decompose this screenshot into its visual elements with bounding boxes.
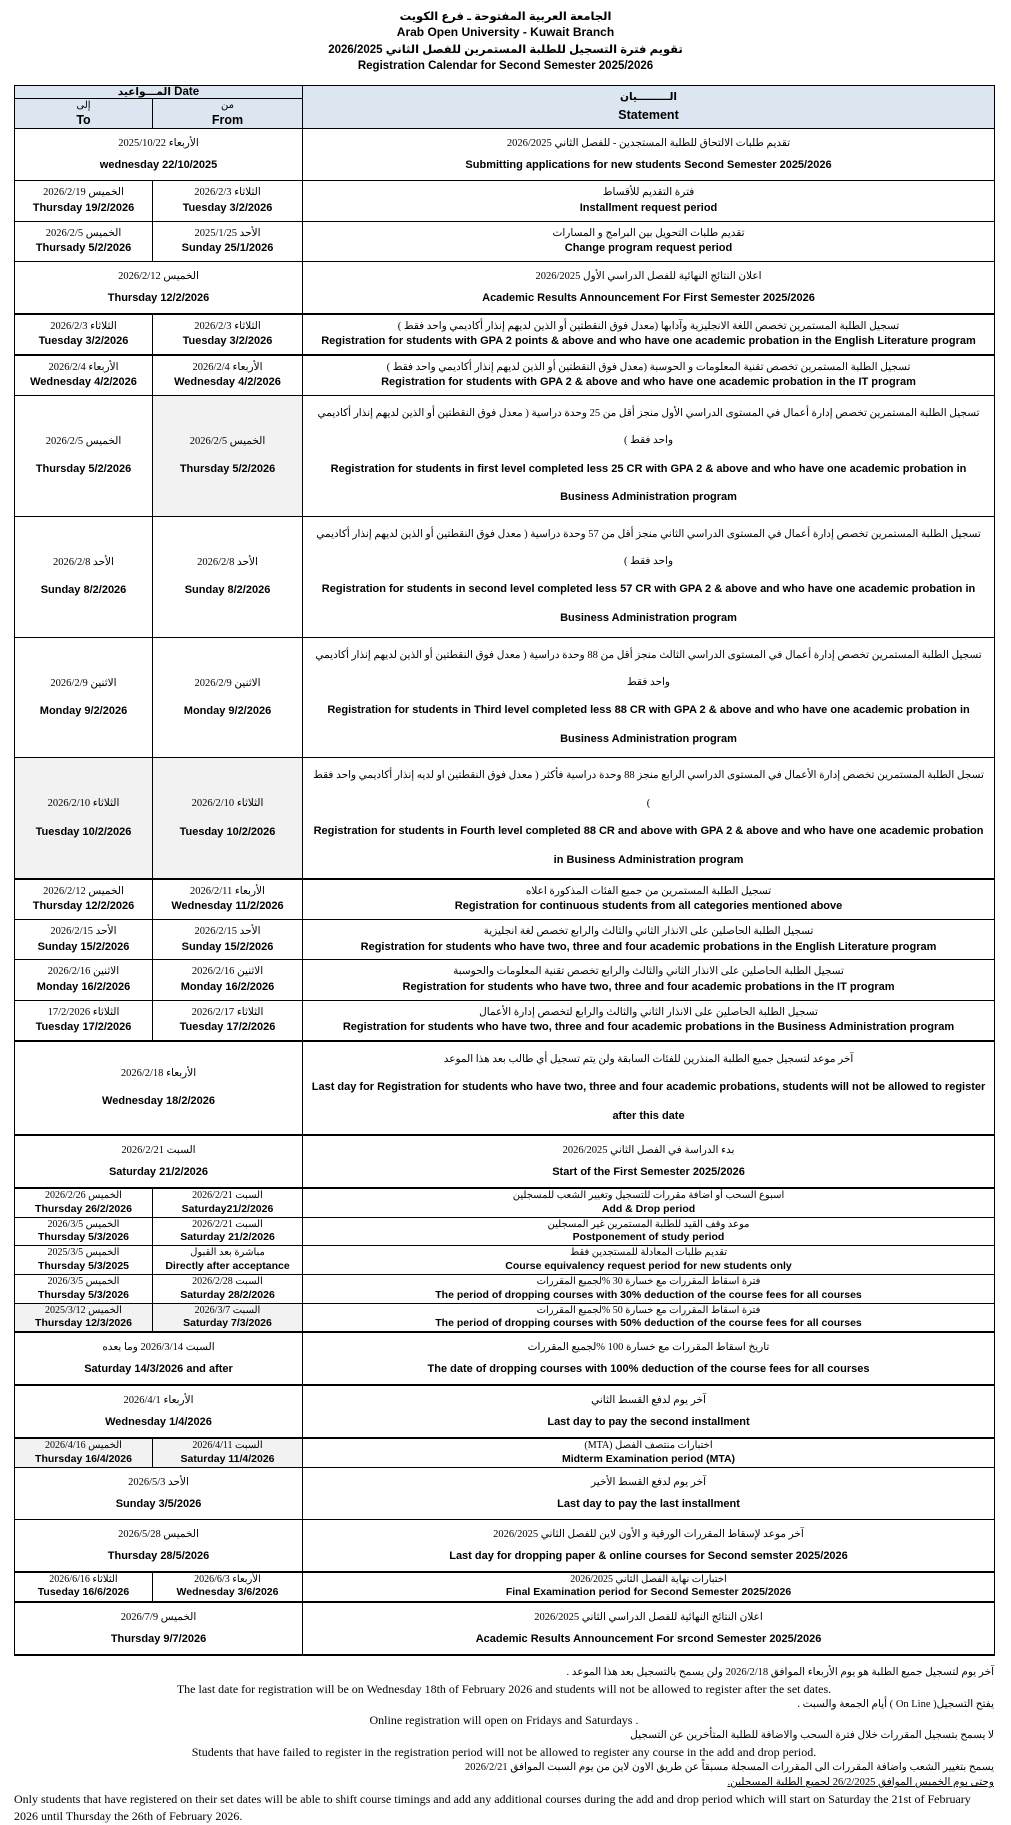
date-to-arabic: الخميس 2026/2/26 [45,1190,122,1202]
registration-calendar-table [14,85,995,1655]
date-from-arabic: الثلاثاء 2026/2/3 [194,187,261,199]
note-arabic-cont: وحتى يوم الخميس الموافق 26/2/2025 لجميع الطلبة المسجلين. [727,1777,994,1789]
date-from-arabic: الاثنين 2026/2/16 [191,966,264,978]
note-english: Students that have failed to register in the registration period will not be allowed to register any course in the add and drop period. [191,1745,817,1760]
statement-arabic: تسجيل الطلبة الحاصلين على الانذار الثاني والثالث والرابع تخصص لغة انجليزية [483,926,814,938]
date-to-english: Thursday 9/7/2026 [110,1632,207,1645]
cell-statement [303,1572,995,1602]
table-row [15,1602,995,1655]
statement-english: Start of the First Semester 2025/2026 [552,1166,745,1179]
date-to-english: Wednesday 4/2/2026 [30,376,137,389]
date-from-english: Saturday21/2/2026 [181,1202,274,1215]
cell-date-from [153,1246,303,1275]
note-english: The last date for registration will be on Wednesday 18th of February 2026 and students will not be allowed to register after the set dates. [176,1681,832,1696]
date-to-arabic: الأحد 2026/5/3 [128,1476,189,1488]
statement-arabic: تسجيل الطلبة المستمرين تخصص إدارة أعمال في المستوى الدراسي الثاني منجز أقل من 57 وحدة دراسية ( معدل فوق النقطتين أو الذين لديهم إنذار أكاديمي واحد فقط ) [316,528,981,568]
cell-date-from [153,1188,303,1217]
table-row [15,1246,995,1275]
date-to-english: Monday 9/2/2026 [39,704,128,717]
date-to-english: Thursday 12/3/2026 [35,1317,132,1330]
date-from-arabic: الأربعاء 2026/2/4 [192,361,263,373]
cell-date-to [15,1303,153,1332]
statement-arabic: اعلان النتائج النهائية للفصل الدراسي الأول 2026/2025 [535,270,762,282]
cell-date-to [15,1602,303,1655]
table-row [15,1041,995,1135]
date-from-arabic: الثلاثاء 2026/2/10 [191,798,264,810]
statement-arabic: اختبارات نهاية الفصل الثاني 2026/2025 [570,1573,727,1585]
date-to-arabic: الأربعاء 2026/2/18 [120,1068,197,1080]
date-to-english: Thursday 12/2/2026 [107,291,210,304]
cell-date-to [15,1438,153,1467]
cell-date-from [153,758,303,879]
statement-english: Registration for students with GPA 2 points & above and who have one academic probation in the English Literature program [321,334,976,347]
cell-statement [303,1275,995,1304]
cell-statement [303,1467,995,1519]
date-to-arabic: السبت 2026/3/14 وما بعده [102,1342,215,1354]
date-from-english: Sunday 15/2/2026 [181,940,274,953]
date-to-arabic: الخميس 2026/2/12 [118,270,199,282]
date-to-english: Thursday 5/3/2026 [37,1231,130,1244]
statement-english: Last day for Registration for students who have two, three and four academic probations, students will not be allowed to register after this date [311,1081,986,1122]
cell-date-from [153,1000,303,1041]
date-to-english: Thursday 12/2/2026 [32,900,135,913]
date-to-arabic: الثلاثاء 2026/2/10 [47,798,120,810]
cell-date-from [153,637,303,758]
cell-date-to [15,920,153,960]
date-to-arabic: الخميس 2026/5/28 [118,1528,199,1540]
date-to-english: Thursday 5/3/2026 [37,1288,130,1301]
cell-statement [303,637,995,758]
cell-statement [303,879,995,920]
cell-statement [303,516,995,637]
cell-date-to [15,1217,153,1246]
table-row [15,1135,995,1188]
date-to-english: Tuesday 10/2/2026 [35,825,132,838]
cell-date-to [15,960,153,1000]
table-row [15,1519,995,1572]
date-to-arabic: الخميس 2026/2/5 [45,227,122,239]
statement-arabic: اسبوع السحب أو اضافة مقررات للتسجيل وتغيير الشعب للمسجلين [512,1190,785,1202]
cell-date-from [153,1275,303,1304]
column-header-date [15,86,303,99]
date-from-arabic: السبت 2026/2/21 [192,1218,263,1230]
table-row [15,396,995,517]
from-header-english: From [211,113,244,128]
cell-date-from [153,516,303,637]
table-row [15,637,995,758]
university-name-english: Arab Open University - Kuwait Branch [396,25,615,40]
date-from-english: Tuesday 10/2/2026 [179,825,276,838]
date-to-english: Tuesday 17/2/2026 [35,1020,132,1033]
statement-arabic: اختبارات منتصف الفصل (MTA) [584,1440,713,1452]
date-to-arabic: الخميس 2026/7/9 [120,1611,197,1623]
date-to-arabic: الأربعاء 2026/2/4 [48,361,119,373]
cell-statement [303,1217,995,1246]
table-row [15,879,995,920]
date-from-english: Tuesday 3/2/2026 [182,201,273,214]
table-row [15,261,995,314]
cell-statement [303,1519,995,1572]
table-row [15,1572,995,1602]
statement-arabic: آخر موعد لإسقاط المقررات الورقية و الأون لاين للفصل الثاني 2026/2025 [493,1528,804,1540]
statement-arabic: آخر يوم لدفع القسط الثاني [591,1395,706,1407]
table-row [15,129,995,181]
table-row [15,314,995,355]
table-row [15,1467,995,1519]
date-from-arabic: الاثنين 2026/2/9 [194,677,261,689]
statement-arabic: فترة اسقاط المقررات مع خسارة 50 %لجميع المقررات [536,1304,761,1316]
statement-english: Midterm Examination period (MTA) [561,1452,736,1465]
cell-date-to [15,879,153,920]
cell-date-to [15,181,153,221]
table-row [15,758,995,879]
statement-english: Registration for students in Third level completed less 88 CR with GPA 2 & above and who have one academic probation in Business Administration program [327,704,970,745]
footer-notes [14,1666,994,1825]
cell-date-from [153,879,303,920]
cell-date-to [15,1467,303,1519]
table-row [15,1385,995,1438]
table-row [15,1217,995,1246]
statement-header-english: Statement [618,107,679,122]
date-from-arabic: الأحد 2026/2/15 [194,926,261,938]
date-from-arabic: الأربعاء 2026/2/11 [190,886,265,898]
date-from-arabic: الخميس 2026/2/5 [189,435,266,447]
cell-statement [303,1385,995,1438]
statement-english: Registration for continuous students from all categories mentioned above [454,900,843,913]
cell-statement [303,221,995,261]
date-to-english: Thursday 19/2/2026 [32,201,135,214]
date-to-english: Saturday 14/3/2026 and after [84,1363,233,1376]
statement-arabic: فترة اسقاط المقررات مع خسارة 30 %لجميع المقررات [536,1276,761,1288]
calendar-subtitle-english: Registration Calendar for Second Semester 2025/2026 [357,59,654,72]
cell-statement [303,1188,995,1217]
date-to-arabic: الثلاثاء 17/2/2026 [47,1006,120,1018]
date-from-english: Saturday 21/2/2026 [180,1231,275,1244]
date-from-english: Saturday 7/3/2026 [183,1317,272,1330]
date-to-arabic: الثلاثاء 2026/6/16 [49,1573,118,1585]
statement-english: Academic Results Announcement For srcond Semester 2025/2026 [475,1632,822,1645]
table-row [15,1332,995,1385]
cell-date-to [15,1188,153,1217]
date-to-english: Tuseday 16/6/2026 [37,1586,130,1599]
cell-statement [303,129,995,181]
cell-date-from [153,181,303,221]
column-header-to [15,99,153,129]
date-to-arabic: الخميس 2025/3/5 [47,1247,120,1259]
cell-statement [303,1246,995,1275]
cell-statement [303,1135,995,1188]
date-from-arabic: الأحد 2025/1/25 [194,227,261,239]
cell-date-from [153,314,303,355]
date-from-arabic: الثلاثاء 2026/2/3 [194,320,261,332]
statement-arabic: تسجل الطلبة المستمرين تخصص إدارة الأعمال في المستوى الدراسي الرابع منجز 88 وحدة دراسية فأكثر ( معدل فوق النقطتين او لديه إنذار أكاديمي واحد فقط ) [313,770,984,809]
statement-english: Installment request period [579,201,718,214]
cell-date-from [153,355,303,396]
statement-english: Registration for students in second level completed less 57 CR with GPA 2 & above and who have one academic probation in Business Administration program [321,583,976,624]
cell-statement [303,758,995,879]
column-header-statement [303,86,995,129]
note-arabic: يسمح بتغيير الشعب واضافة المقررات الى المقررات المسجلة مسبقاً عن طريق الاون لاين من يوم السبت الموافق 2026/2/21 [465,1762,994,1774]
date-from-english: Monday 16/2/2026 [180,980,275,993]
date-to-arabic: الخميس 2026/2/12 [43,886,124,898]
date-to-english: Sunday 15/2/2026 [37,940,130,953]
cell-date-to [15,261,303,314]
statement-arabic: تسجيل الطلبة المستمرين تخصص إدارة أعمال في المستوى الدراسي الأول منجز أقل من 25 وحدة دراسية ( معدل فوق النقطتين أو الذين لديهم إنذار أكاديمي واحد فقط ) [317,408,980,447]
date-from-arabic: السبت 2026/2/21 [192,1190,263,1202]
cell-date-from [153,1303,303,1332]
table-row [15,920,995,960]
to-header-english: To [76,113,91,128]
cell-date-to [15,396,153,517]
date-from-arabic: السبت 2026/2/28 [192,1276,263,1288]
cell-date-from [153,396,303,517]
date-from-english: Sunday 25/1/2026 [181,241,274,254]
date-from-arabic: الثلاثاء 2026/2/17 [191,1006,264,1018]
date-to-english: Thursday 5/3/2025 [37,1259,130,1272]
cell-statement [303,181,995,221]
statement-arabic: تقديم طلبات المعادلة للمستجدين فقط [569,1247,728,1259]
date-to-english: Thursday 16/4/2026 [35,1452,132,1465]
table-row [15,355,995,396]
date-to-arabic: الاثنين 2026/2/9 [50,677,117,689]
table-row [15,1275,995,1304]
date-from-english: Monday 9/2/2026 [183,704,272,717]
cell-date-to [15,1275,153,1304]
cell-date-to [15,1000,153,1041]
to-header-arabic: إلى [76,100,91,112]
table-header [15,86,995,129]
statement-arabic: تسجيل الطلبة الحاصلين على الانذار الثاني والثالث والرابع لتخصص إدارة الأعمال [479,1006,818,1018]
date-from-arabic: مباشرة بعد القبول [190,1247,265,1259]
date-to-arabic: الأربعاء 2026/4/1 [123,1395,194,1407]
date-to-english: Sunday 3/5/2026 [115,1497,202,1510]
statement-english: Registration for students who have two, three and four academic probations in the English Literature program [360,940,937,953]
cell-statement [303,920,995,960]
date-to-english: Thursday 26/2/2026 [35,1202,132,1215]
date-to-english: wednesday 22/10/2025 [99,159,218,172]
statement-english: The period of dropping courses with 50% deduction of the course fees for all courses [435,1317,862,1330]
cell-date-from [153,1217,303,1246]
statement-english: Course equivalency request period for new students only [505,1259,792,1272]
date-to-arabic: السبت 2026/2/21 [121,1145,196,1157]
cell-date-to [15,355,153,396]
table-row [15,221,995,261]
calendar-subtitle-arabic: تقويم فترة التسجيل للطلبة المستمرين للفصل الثاني 2026/2025 [328,44,683,57]
date-to-english: Monday 16/2/2026 [36,980,131,993]
from-header-arabic: من [221,100,234,112]
cell-statement [303,1303,995,1332]
date-from-arabic: السبت 2026/4/11 [192,1440,263,1452]
date-to-arabic: الأحد 2026/2/15 [50,926,117,938]
date-to-arabic: الخميس 2026/3/5 [47,1218,120,1230]
statement-arabic: اعلان النتائج النهائية للفصل الدراسي الثاني 2026/2025 [534,1611,763,1623]
cell-statement [303,396,995,517]
statement-english: Registration for students who have two, three and four academic probations in the Business Administration program [342,1020,955,1033]
statement-arabic: بدء الدراسة في الفصل الثاني 2026/2025 [562,1145,735,1157]
statement-english: Registration for students in Fourth level completed 88 CR and above with GPA 2 & above and who have one academic probation in Business Administration program [313,824,984,866]
cell-statement [303,1041,995,1135]
statement-english: Submitting applications for new students Second Semester 2025/2026 [465,159,832,172]
statement-english: The date of dropping courses with 100% deduction of the course fees for all courses [427,1363,870,1376]
cell-date-to [15,1135,303,1188]
cell-statement [303,1438,995,1467]
statement-english: Academic Results Announcement For First Semester 2025/2026 [482,291,815,304]
note-arabic: لا يسمح بتسجيل المقررات خلال فترة السحب والاضافة للطلبة المتأخرين عن التسجيل [630,1730,994,1742]
statement-arabic: آخر موعد لتسجيل جميع الطلبة المنذرين للفئات السابقة ولن يتم تسجيل أي طالب بعد هذا الموعد [443,1053,854,1065]
date-from-english: Thursday 5/2/2026 [179,463,276,476]
date-to-english: Thursady 5/2/2026 [35,241,132,254]
cell-date-from [153,920,303,960]
cell-date-to [15,758,153,879]
note-english: Only students that have registered on their set dates will be able to shift course timings and add any additional courses during the add and drop period which will start on Saturday the 21st of February 2026 until Thursday the 26th of February 2026. [14,1792,971,1824]
date-header-arabic: المـــواعيد [117,86,171,99]
statement-english: Last day to pay the last installment [557,1497,740,1510]
statement-english: Registration for students in first level completed less 25 CR with GPA 2 & above and who have one academic probation in Business Administration program [330,462,967,504]
cell-date-to [15,1385,303,1438]
date-from-english: Sunday 8/2/2026 [184,584,271,597]
university-name-arabic: الجامعة العربية المفتوحة ـ فرع الكويت [399,11,612,23]
cell-date-to [15,314,153,355]
statement-english: Postponement of study period [572,1231,725,1244]
statement-english: Add & Drop period [601,1202,696,1215]
note-english: Online registration will open on Fridays and Saturdays . [369,1713,639,1728]
document-header [0,0,1011,79]
cell-date-to [15,1246,153,1275]
table-row [15,1188,995,1217]
date-to-arabic: الخميس 2026/2/19 [43,187,124,199]
cell-statement [303,355,995,396]
statement-arabic: تسجيل الطلبة المستمرين من جميع الفئات المذكورة اعلاه [525,886,772,898]
date-to-arabic: الخميس 2026/3/5 [47,1276,120,1288]
statement-arabic: تسجيل الطلبة المستمرين تخصص تقنية المعلومات و الحوسبة (معدل فوق النقطتين أو الذين لديهم إنذار أكاديمي واحد فقط ) [386,361,911,373]
note-arabic: آخر يوم لتسجيل جميع الطلبة هو يوم الأربعاء الموافق 2026/2/18 ولن يسمح بالتسجيل بعد هذا الموعد . [566,1666,994,1678]
cell-date-to [15,1519,303,1572]
statement-english: The period of dropping courses with 30% deduction of the course fees for all courses [435,1288,862,1301]
date-from-english: Wednesday 11/2/2026 [171,900,284,913]
date-from-arabic: السبت 2026/3/7 [194,1304,261,1316]
statement-english: Registration for students with GPA 2 & above and who have one academic probation in the IT program [381,376,916,389]
table-row [15,181,995,221]
statement-arabic: تسجيل الطلبة الحاصلين على الانذار الثاني والثالث والرابع تخصص تقنية المعلومات والحوسبة [453,966,844,978]
date-to-english: Thursday 28/5/2026 [107,1549,210,1562]
cell-date-from [153,960,303,1000]
date-to-arabic: الخميس 2025/3/12 [45,1304,122,1316]
statement-arabic: تاريخ اسقاط المقررات مع خسارة 100 %لجميع المقررات [527,1342,770,1354]
date-to-arabic: الخميس 2026/4/16 [45,1440,122,1452]
cell-date-from [153,1438,303,1467]
date-to-english: Wednesday 1/4/2026 [105,1416,212,1429]
date-from-english: Wednesday 3/6/2026 [176,1586,279,1599]
cell-date-to [15,221,153,261]
cell-date-from [153,221,303,261]
date-header-english: Date [174,86,200,99]
date-from-arabic: الأربعاء 2026/6/3 [194,1573,261,1585]
statement-header-arabic: الـــــــــيان [619,91,678,103]
date-to-arabic: الثلاثاء 2026/2/3 [50,320,117,332]
table-row [15,960,995,1000]
date-from-english: Saturday 28/2/2026 [180,1288,275,1301]
cell-date-to [15,637,153,758]
cell-statement [303,261,995,314]
date-to-english: Sunday 8/2/2026 [40,584,127,597]
cell-statement [303,1000,995,1041]
table-row [15,1438,995,1467]
cell-date-to [15,1041,303,1135]
statement-arabic: تقديم طلبات التحويل بين البرامج و المسارات [552,227,745,239]
date-to-arabic: الخميس 2026/2/5 [45,435,122,447]
date-to-arabic: الاثنين 2026/2/16 [47,966,120,978]
date-from-arabic: الأحد 2026/2/8 [197,556,258,568]
date-to-arabic: الأحد 2026/2/8 [53,556,114,568]
date-to-english: Wednesday 18/2/2026 [102,1095,215,1108]
cell-date-to [15,1572,153,1602]
date-to-english: Saturday 21/2/2026 [108,1166,209,1179]
table-row [15,516,995,637]
statement-english: Change program request period [564,241,733,254]
cell-statement [303,960,995,1000]
table-row [15,1000,995,1041]
table-row [15,1303,995,1332]
cell-date-to [15,129,303,181]
statement-english: Last day to pay the second installment [547,1416,750,1429]
statement-english: Final Examination period for Second Semester 2025/2026 [505,1586,792,1599]
date-from-english: Wednesday 4/2/2026 [174,376,281,389]
cell-statement [303,1602,995,1655]
statement-english: Last day for dropping paper & online courses for Second semster 2025/2026 [449,1549,848,1562]
cell-date-to [15,516,153,637]
cell-date-from [153,1572,303,1602]
statement-english: Registration for students who have two, three and four academic probations in the IT program [402,980,895,993]
date-from-english: Tuesday 3/2/2026 [182,334,273,347]
note-arabic: يفتح التسجيل( On Line ) أيام الجمعة والسبت . [797,1698,994,1710]
column-header-from [153,99,303,129]
cell-statement [303,1332,995,1385]
date-to-arabic: الأربعاء 2025/10/22 [118,138,199,150]
statement-arabic: تسجيل الطلبة المستمرين تخصص اللغة الانجليزية وآدابها (معدل فوق النقطتين أو الذين لديهم إنذار أكاديمي واحد فقط ) [397,320,900,332]
statement-arabic: فترة التقديم للأقساط [602,187,695,199]
date-from-english: Saturday 11/4/2026 [180,1452,275,1465]
cell-date-to [15,1332,303,1385]
date-from-english: Tuesday 17/2/2026 [179,1020,276,1033]
statement-arabic: موعد وقف القيد للطلبة المستمرين غير المسجلين [547,1218,750,1230]
cell-statement [303,314,995,355]
statement-arabic: آخر يوم لدفع القسط الأخير [591,1476,707,1488]
table-body [15,129,995,1655]
date-to-english: Tuesday 3/2/2026 [38,334,129,347]
date-to-english: Thursday 5/2/2026 [35,463,132,476]
date-from-english: Directly after acceptance [165,1259,290,1272]
statement-arabic: تقديم طلبات الالتحاق للطلبة المستجدين - للفصل الثاني 2026/2025 [506,138,791,150]
statement-arabic: تسجيل الطلبة المستمرين تخصص إدارة أعمال في المستوى الدراسي الثالث منجز أقل من 88 وحدة دراسية ( معدل فوق النقطتين أو الذين لديهم إنذار أكاديمي واحد فقط [315,649,982,688]
